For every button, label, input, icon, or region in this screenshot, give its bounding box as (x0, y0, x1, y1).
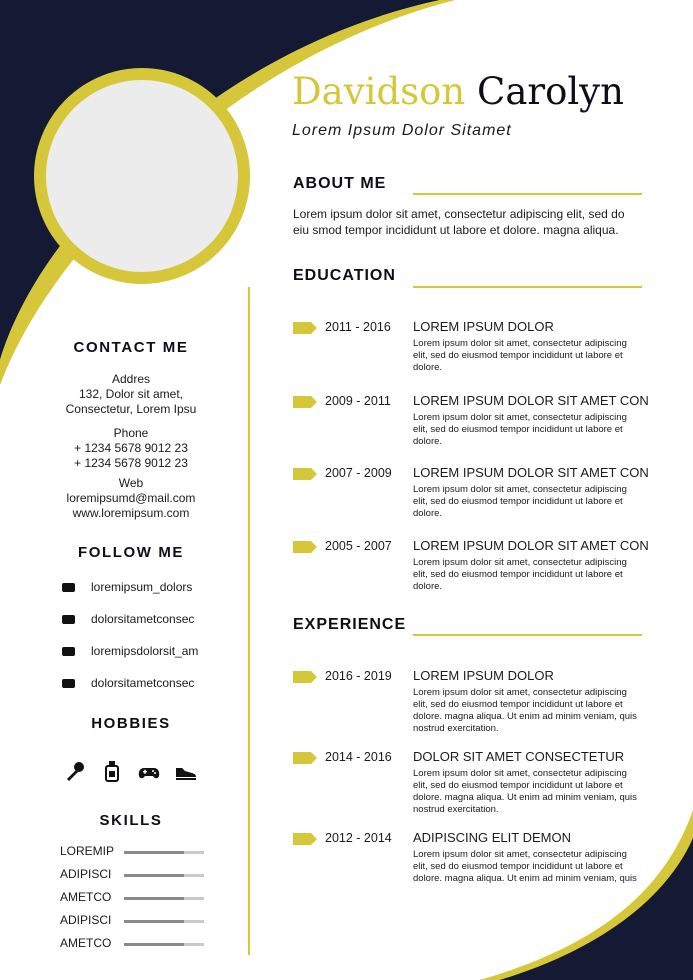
entry-years: 2011 - 2016 (325, 320, 391, 334)
entry-title: LOREM IPSUM DOLOR SIT AMET CON (413, 538, 649, 553)
skill-bar (124, 920, 204, 923)
skill-row (60, 844, 210, 860)
perfume-bottle-icon (101, 760, 123, 782)
column-divider (248, 287, 250, 955)
last-name: Carolyn (477, 70, 624, 113)
social-handle: loremipsum_dolors (91, 580, 193, 594)
entry-years: 2012 - 2014 (325, 831, 392, 845)
entry-years: 2005 - 2007 (325, 539, 392, 553)
sneaker-icon (175, 760, 197, 782)
microphone-icon (64, 760, 86, 782)
social-icon (62, 615, 75, 624)
profile-photo (34, 68, 250, 284)
full-name (292, 70, 624, 113)
experience-title: EXPERIENCE (293, 616, 407, 633)
tag-icon (293, 541, 317, 553)
first-name: Davidson (292, 70, 466, 113)
social-icon (62, 647, 75, 656)
skill-bar-fill (124, 943, 184, 946)
social-item (62, 644, 242, 660)
about-title: ABOUT ME (293, 175, 387, 192)
skill-bar-fill (124, 897, 184, 900)
skill-row (60, 867, 210, 883)
address-line2: Consectetur, Lorem Ipsu (65, 402, 197, 416)
web-label: Web (118, 476, 144, 490)
skill-label: ADIPISCI (60, 867, 112, 881)
skill-bar-fill (124, 851, 184, 854)
skill-bar (124, 874, 204, 877)
entry-description: Lorem ipsum dolor sit amet, consectetur adipiscing elit, sed do eiusmod tempor incididunt ut labore et dolore. magna aliqua. Ut enim ad minim veniam, quis nostrud exercitation. (413, 687, 637, 734)
entry-description: Lorem ipsum dolor sit amet, consectetur adipiscing elit, sed do eiusmod tempor incididunt ut labore et dolore. magna aliqua. Ut enim ad minim veniam, quis nostrud exercitation. (413, 768, 637, 815)
entry-title: LOREM IPSUM DOLOR (413, 319, 554, 334)
social-handle: dolorsitametconsec (91, 676, 195, 690)
entry-title: DOLOR SIT AMET CONSECTETUR (413, 749, 625, 764)
gamepad-icon (138, 760, 160, 782)
tag-icon (293, 671, 317, 683)
entry-description: Lorem ipsum dolor sit amet, consectetur adipiscing elit, sed do eiusmod tempor incididunt ut labore et dolore. (413, 338, 627, 373)
entry-years: 2014 - 2016 (325, 750, 392, 764)
contact-phone (30, 426, 232, 471)
skill-bar (124, 897, 204, 900)
tag-icon (293, 833, 317, 845)
skill-label: LOREMIP (60, 844, 115, 858)
skill-row (60, 890, 210, 906)
experience-divider (413, 634, 642, 636)
contact-web (30, 476, 232, 521)
entry-description: Lorem ipsum dolor sit amet, consectetur adipiscing elit, sed do eiusmod tempor incididunt ut labore et dolore. (413, 557, 627, 592)
tag-icon (293, 322, 317, 334)
skill-label: AMETCO (60, 890, 112, 904)
address-line1: 132, Dolor sit amet, (78, 387, 184, 401)
entry-title: LOREM IPSUM DOLOR SIT AMET CON (413, 393, 649, 408)
entry-description: Lorem ipsum dolor sit amet, consectetur adipiscing elit, sed do eiusmod tempor incididunt ut labore et dolore. magna aliqua. Ut enim ad minim veniam, quis (413, 849, 637, 884)
contact-address (30, 372, 232, 417)
skill-row (60, 913, 210, 929)
entry-years: 2009 - 2011 (325, 394, 391, 408)
skills-title: SKILLS (99, 812, 163, 829)
skill-bar (124, 851, 204, 854)
social-handle: dolorsitametconsec (91, 612, 195, 626)
tag-icon (293, 752, 317, 764)
skill-bar-fill (124, 920, 184, 923)
phone-number-2: + 1234 5678 9012 23 (74, 456, 188, 470)
follow-title: FOLLOW ME (77, 544, 185, 561)
phone-number-1: + 1234 5678 9012 23 (74, 441, 188, 455)
skill-label: AMETCO (60, 936, 112, 950)
entry-title: LOREM IPSUM DOLOR SIT AMET CON (413, 465, 649, 480)
social-icon (62, 679, 75, 688)
social-item (62, 580, 242, 596)
social-icon (62, 583, 75, 592)
social-item (62, 612, 242, 628)
hobbies-title: HOBBIES (91, 715, 171, 732)
social-handle: loremipsdolorsit_am (91, 644, 199, 658)
entry-years: 2016 - 2019 (325, 669, 392, 683)
entry-title: LOREM IPSUM DOLOR (413, 668, 554, 683)
contact-title: CONTACT ME (73, 339, 189, 356)
email: loremipsumd@mail.com (66, 491, 196, 505)
about-text: Lorem ipsum dolor sit amet, consectetur adipiscing elit, sed do eiu smod tempor incididunt ut labore et dolore. magna aliqua. (293, 207, 625, 237)
education-divider (413, 286, 642, 288)
tag-icon (293, 396, 317, 408)
about-divider (413, 193, 642, 195)
skill-label: ADIPISCI (60, 913, 112, 927)
entry-description: Lorem ipsum dolor sit amet, consectetur adipiscing elit, sed do eiusmod tempor incididunt ut labore et dolore. (413, 412, 627, 447)
subtitle: Lorem Ipsum Dolor Sitamet (292, 122, 512, 139)
address-label: Addres (111, 372, 151, 386)
entry-years: 2007 - 2009 (325, 466, 392, 480)
social-item (62, 676, 242, 692)
phone-label: Phone (113, 426, 149, 440)
entry-title: ADIPISCING ELIT DEMON (413, 830, 571, 845)
tag-icon (293, 468, 317, 480)
website: www.loremipsum.com (72, 506, 190, 520)
education-title: EDUCATION (293, 267, 396, 284)
skill-bar (124, 943, 204, 946)
skill-bar-fill (124, 874, 184, 877)
entry-description: Lorem ipsum dolor sit amet, consectetur adipiscing elit, sed do eiusmod tempor incididunt ut labore et dolore. (413, 484, 627, 519)
skill-row (60, 936, 210, 952)
